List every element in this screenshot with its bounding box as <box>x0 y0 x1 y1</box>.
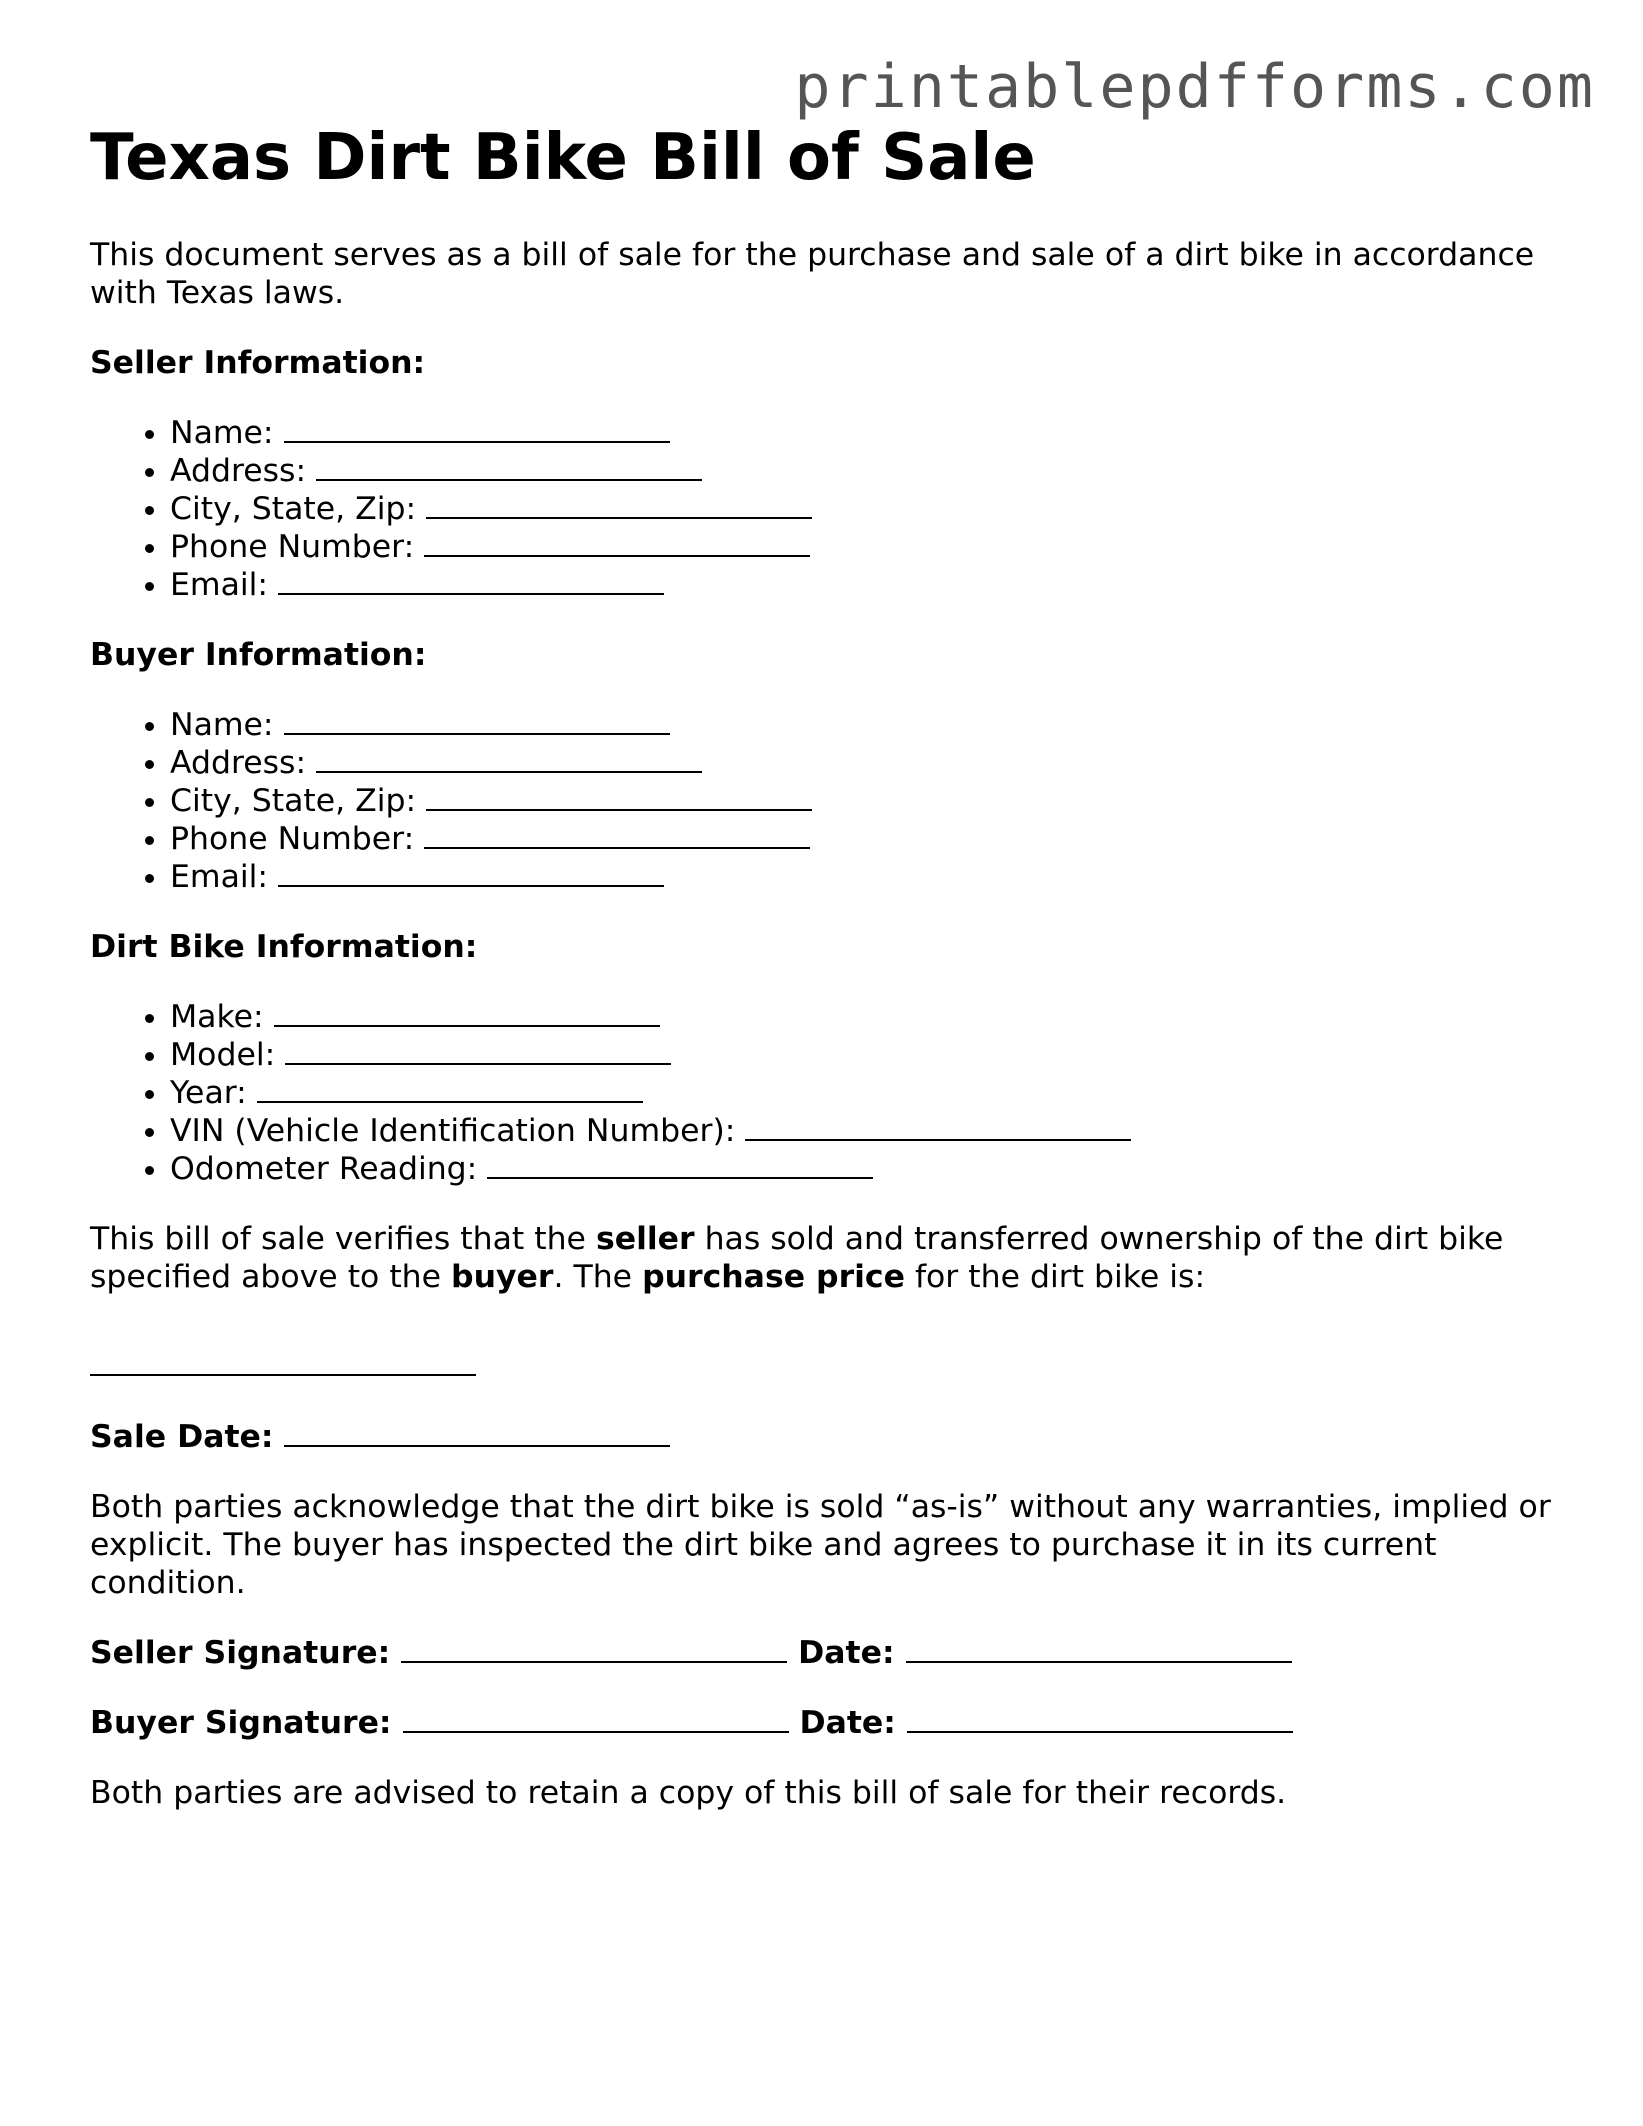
field-label: Name: <box>170 707 274 743</box>
field-label: Phone Number: <box>170 821 415 857</box>
seller-address-blank[interactable] <box>316 453 702 481</box>
seller-name-item <box>170 414 1570 452</box>
purchase-price-line <box>90 1348 1570 1386</box>
buyer-signature-blank[interactable] <box>403 1705 789 1733</box>
sale-date-label: Sale Date: <box>90 1419 274 1455</box>
buyer-city-state-zip-item <box>170 782 1570 820</box>
buyer-information-heading: Buyer Information: <box>90 637 427 673</box>
seller-phone-blank[interactable] <box>424 529 810 557</box>
sale-date-blank[interactable] <box>284 1419 670 1447</box>
seller-city-state-zip-blank[interactable] <box>426 491 812 519</box>
retain-copy-paragraph: Both parties are advised to retain a copy of this bill of sale for their records. <box>90 1775 1287 1811</box>
bike-odometer-item <box>170 1150 1570 1188</box>
field-label: Phone Number: <box>170 529 415 565</box>
as-is-paragraph: Both parties acknowledge that the dirt bike is sold “as-is” without any warranties, implied or explicit. The buyer has inspected the dirt bike and agrees to purchase it in its current condition. <box>90 1489 1551 1601</box>
bike-model-item <box>170 1036 1570 1074</box>
bike-fields-list <box>90 998 1570 1188</box>
field-label: Address: <box>170 745 307 781</box>
bike-make-blank[interactable] <box>274 999 660 1027</box>
purchase-price-blank[interactable] <box>90 1348 476 1376</box>
statement-buyer-word: buyer <box>451 1259 554 1295</box>
statement-price-word: purchase price <box>642 1259 905 1295</box>
statement-text-3: . The <box>553 1259 643 1295</box>
buyer-phone-blank[interactable] <box>424 821 810 849</box>
bike-year-blank[interactable] <box>257 1075 643 1103</box>
statement-text-4: for the dirt bike is: <box>904 1259 1206 1295</box>
sale-statement <box>90 1220 1570 1296</box>
buyer-date-label: Date: <box>799 1705 896 1741</box>
field-label: Address: <box>170 453 307 489</box>
field-label: Year: <box>170 1075 247 1111</box>
bike-model-blank[interactable] <box>285 1037 671 1065</box>
statement-text-2: has sold and transferred ownership of the dirt bike specified above to the <box>90 1221 1504 1295</box>
seller-date-blank[interactable] <box>906 1635 1292 1663</box>
seller-phone-item <box>170 528 1570 566</box>
field-label: Name: <box>170 415 274 451</box>
field-label: Make: <box>170 999 264 1035</box>
seller-fields-list <box>90 414 1570 604</box>
watermark: printablepdfforms.com <box>794 52 1595 122</box>
page-title: Texas Dirt Bike Bill of Sale <box>90 121 1036 195</box>
buyer-fields-list <box>90 706 1570 896</box>
seller-signature-row <box>90 1634 1570 1672</box>
dirt-bike-information-heading: Dirt Bike Information: <box>90 929 478 965</box>
bike-year-item <box>170 1074 1570 1112</box>
bike-vin-item <box>170 1112 1570 1150</box>
seller-signature-blank[interactable] <box>401 1635 787 1663</box>
statement-text-1: This bill of sale verifies that the <box>90 1221 596 1257</box>
buyer-address-blank[interactable] <box>316 745 702 773</box>
statement-seller-word: seller <box>595 1221 695 1257</box>
bike-vin-blank[interactable] <box>745 1113 1131 1141</box>
buyer-signature-row <box>90 1704 1570 1742</box>
intro-paragraph: This document serves as a bill of sale for the purchase and sale of a dirt bike in accordance with Texas laws. <box>90 237 1535 311</box>
buyer-name-item <box>170 706 1570 744</box>
seller-email-blank[interactable] <box>278 567 664 595</box>
buyer-address-item <box>170 744 1570 782</box>
buyer-phone-item <box>170 820 1570 858</box>
field-label: Email: <box>170 567 269 603</box>
seller-signature-label: Seller Signature: <box>90 1635 391 1671</box>
seller-email-item <box>170 566 1570 604</box>
buyer-signature-label: Buyer Signature: <box>90 1705 392 1741</box>
seller-information-heading: Seller Information: <box>90 345 426 381</box>
field-label: Odometer Reading: <box>170 1151 478 1187</box>
bike-odometer-blank[interactable] <box>487 1151 873 1179</box>
buyer-name-blank[interactable] <box>284 707 670 735</box>
buyer-email-blank[interactable] <box>278 859 664 887</box>
sale-date-row <box>90 1418 1570 1456</box>
field-label: Email: <box>170 859 269 895</box>
field-label: VIN (Vehicle Identification Number): <box>170 1113 736 1149</box>
field-label: City, State, Zip: <box>170 783 417 819</box>
seller-address-item <box>170 452 1570 490</box>
field-label: Model: <box>170 1037 276 1073</box>
seller-date-label: Date: <box>798 1635 895 1671</box>
buyer-date-blank[interactable] <box>907 1705 1293 1733</box>
buyer-email-item <box>170 858 1570 896</box>
document-page <box>90 118 1570 1812</box>
seller-name-blank[interactable] <box>284 415 670 443</box>
bike-make-item <box>170 998 1570 1036</box>
field-label: City, State, Zip: <box>170 491 417 527</box>
buyer-city-state-zip-blank[interactable] <box>426 783 812 811</box>
seller-city-state-zip-item <box>170 490 1570 528</box>
